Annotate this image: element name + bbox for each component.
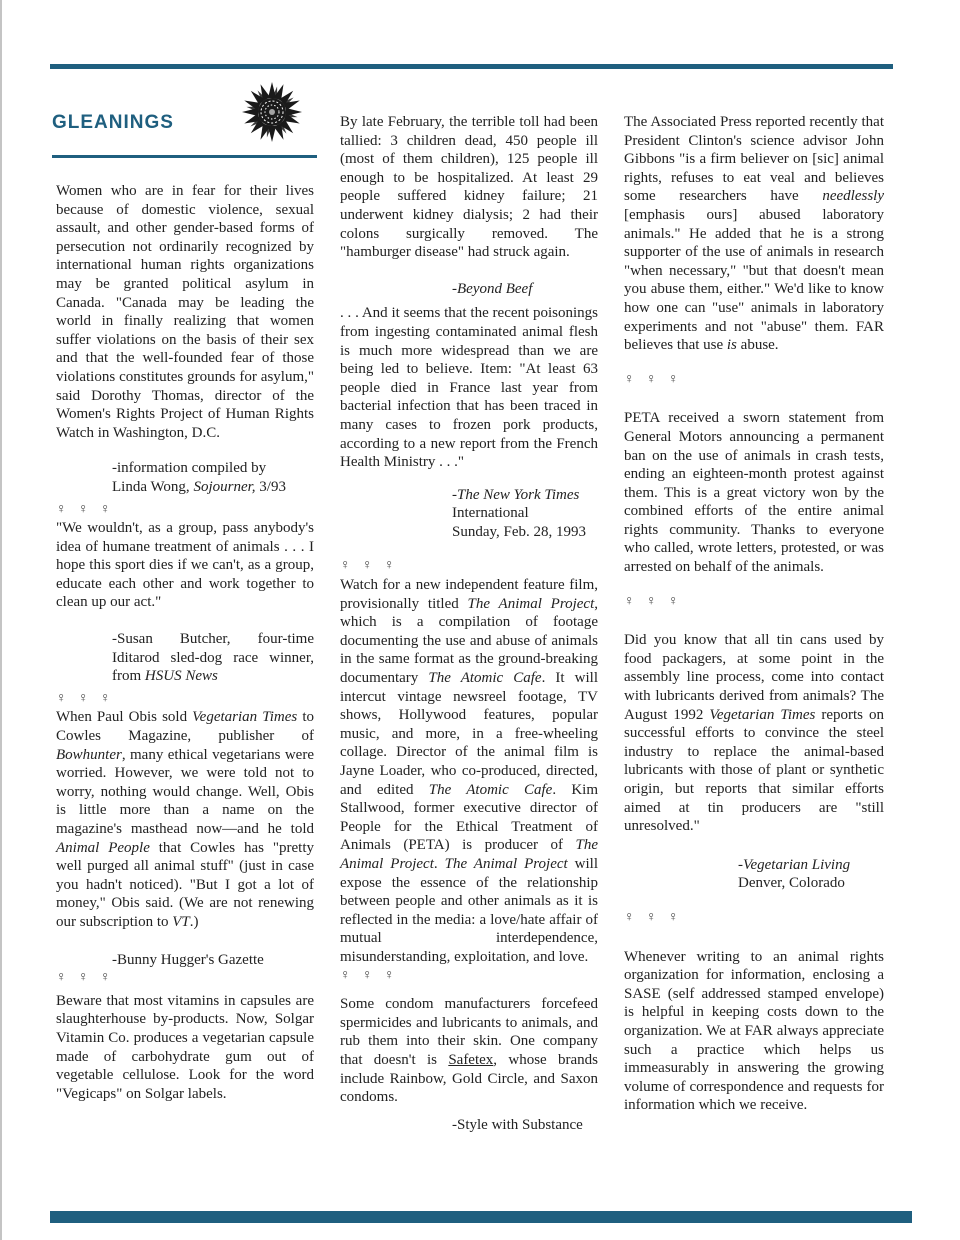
asylum-paragraph: Women who are in fear for their lives because of domestic violence, sexual assault, and other gender-based forms of persecution not ordinarily recognized by international human rights organizations may be granted political asylum in Canada. "Canada may be leading the world in finally realizing that women suffer violations on the basis of their sex and that the well-founded fear of those violations constitutes grounds for asylum," said Dorothy Thomas, director of the Women's Rights Project of Human Rights Watch in Washington, D.C. xyxy=(56,183,314,441)
separator-symbols: ♀ ♀ ♀ xyxy=(340,967,399,983)
animal-project-paragraph: Watch for a new independent feature film, provisionally titled The Animal Project, which is a compilation of footage documenting the use and abuse of animals in the same format as the ground-breaking documentary The Atomic Cafe. It will intercut vintage newsreel footage, TV shows, Hollywood features, popular music, and more, in a free-wheeling collage. Director of the animal film is Jayne Loader, who co-produced, directed, and edited The Atomic Cafe. Kim Stallwood, former executive director of People for the Ethical Treatment of Animals (PETA) is producer of The Animal Project. The Animal Project will expose the essence of the relationship between people and other animals as it is reflected in the media: a love/hate affair of mutual interdependence, misunderstanding, exploitation, and love. xyxy=(340,577,599,965)
column-2 xyxy=(340,113,598,1134)
column-1 xyxy=(56,182,314,1103)
attribution-beyond-beef: -Beyond Beef xyxy=(452,280,533,297)
attribution-nyt: -The New York Times International Sunday, Feb. 28, 1993 xyxy=(452,486,587,540)
obis-paragraph: When Paul Obis sold Vegetarian Times to Cowles Magazine, publisher of Bowhunter, many ethical vegetarians were worried. However, we were told not to worry, nothing would change. Well, Obis is little more than a name on the magazine's masthead now—and he told Animal People that Cowles has "pretty well purged all animal stuff" (just in case you hadn't noticed). "But I got a lot of money," Obis said. (We are not renewing our subscription to VT.) xyxy=(56,709,315,930)
top-rule xyxy=(50,64,893,69)
sunflower-icon xyxy=(240,80,304,144)
tin-cans-paragraph: Did you know that all tin cans used by food packagers, at some point in the assembly line process, come into contact with lubricants derived from animals? The August 1992 Vegetarian Times reports on successful efforts to convince the steel industry to replace the animal-based lubricants with those of plant or synthetic origin, but reports that similar efforts aimed at tin producers are "still unresolved." xyxy=(624,632,884,835)
separator-symbols: ♀ ♀ ♀ xyxy=(340,558,399,574)
header-rule xyxy=(52,155,317,158)
attribution-vegetarian-living: -Vegetarian Living Denver, Colorado xyxy=(738,856,851,892)
sase-paragraph: Whenever writing to an animal rights organization for information, enclosing a SASE (self addressed stamped envelope) is helpful in keeping costs down to the organization. We at FAR always appreciate such a practice which helps us immeasurably in answering the growing volume of correspondence and requests for information which we receive. xyxy=(624,948,884,1114)
france-poisoning-paragraph: . . . And it seems that the recent poisonings from ingesting contaminated animal flesh is much more widespread than we are being led to believe. Item: "At least 63 people died in France last year from bacterial infection that has been traced in many cases to frozen pork products, according to a new report from the French Health Ministry . . ." xyxy=(340,305,598,471)
separator-symbols: ♀ ♀ ♀ xyxy=(624,909,683,925)
section-title: GLEANINGS xyxy=(52,112,174,133)
safetex-link[interactable]: Safetex xyxy=(448,1051,494,1068)
attribution-sojourner: -information compiled by Linda Wong, Sojourner, 3/93 xyxy=(112,460,286,495)
separator-symbols: ♀ ♀ ♀ xyxy=(624,593,683,609)
page-edge-shadow xyxy=(0,0,2,1240)
attribution-style-with-substance: -Style with Substance xyxy=(452,1116,583,1133)
section-header xyxy=(52,80,317,160)
butcher-quote-paragraph: "We wouldn't, as a group, pass anybody's idea of humane treatment of animals . . . I hope this sport dies if we can't, as a group, educate each other and work together to clean up our act." xyxy=(56,520,314,611)
gm-crash-test-paragraph: PETA received a sworn statement from General Motors announcing a permanent ban on the use of animals in crash tests, ending an eighteen-month protest against them. This is a great victory won by the combined efforts of the entire animal rights community. Thanks to everyone who called, wrote letters, protested, or was arrested on behalf of the animals. xyxy=(624,410,884,576)
attribution-butcher: -Susan Butcher, four-time Iditarod sled-dog race winner, from HSUS News xyxy=(112,631,314,685)
separator-symbols: ♀ ♀ ♀ xyxy=(56,970,115,986)
bottom-rule xyxy=(50,1211,912,1223)
gibbons-paragraph: The Associated Press reported recently that President Clinton's science advisor John Gibbons "is a firm believer on [sic] animal rights, refuses to eat veal and believes some researchers have needlessly [emphasis ours] abused laboratory animals." He added that he is a strong supporter of the use of animals in research "when necessary," "but that doesn't mean you abuse them, either." We'd like to know how one can "use" animals in laboratory experiments and not "abuse" them. FAR believes that use is abuse. xyxy=(624,114,884,354)
column-3 xyxy=(624,113,884,1115)
separator-symbols: ♀ ♀ ♀ xyxy=(56,501,115,517)
separator-symbols: ♀ ♀ ♀ xyxy=(56,690,115,706)
condom-paragraph: Some condom manufacturers forcefeed spermicides and lubricants to animals, and rub them into their skin. One company that doesn't is Safetex, whose brands include Rainbow, Gold Circle, and Saxon condoms. xyxy=(340,996,598,1106)
attribution-bunny-hugger: -Bunny Hugger's Gazette xyxy=(112,951,264,968)
separator-symbols: ♀ ♀ ♀ xyxy=(624,371,683,387)
vitamins-paragraph: Beware that most vitamins in capsules are slaughterhouse by-products. Now, Solgar Vitamin Co. produces a vegetarian capsule made of carbohydrate gum out of vegetable cellulose. Look for the word "Vegicaps" on Solgar labels. xyxy=(56,992,314,1102)
hamburger-disease-paragraph: By late February, the terrible toll had been tallied: 3 children dead, 450 people ill (most of them children), 125 people ill enough to be hospitalized. At least 29 people suffered kidney failure; 21 underwent kidney dialysis; 2 had their colons surgically removed. The "hamburger disease" had struck again. xyxy=(340,114,598,261)
